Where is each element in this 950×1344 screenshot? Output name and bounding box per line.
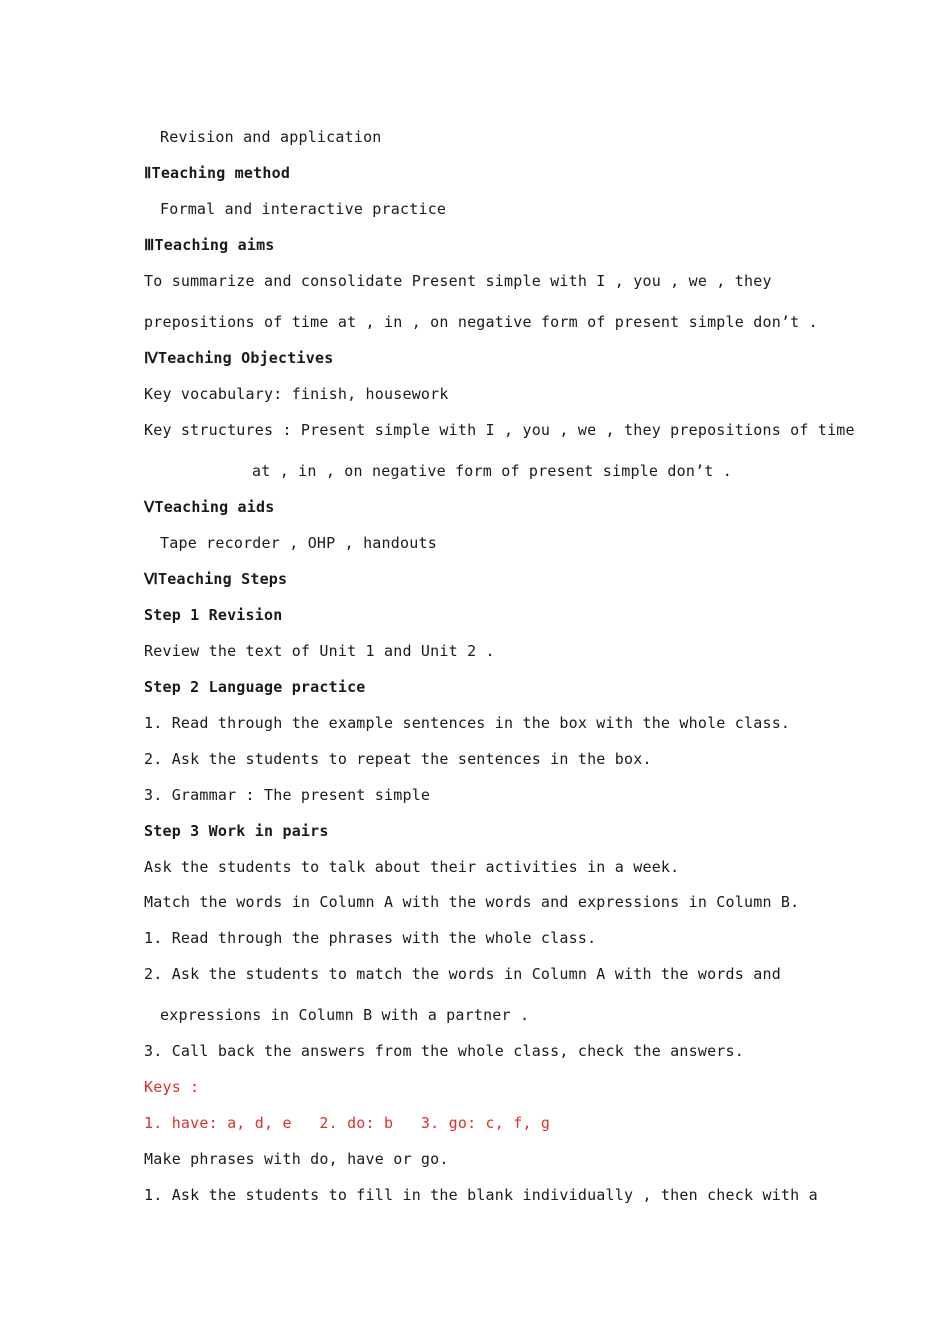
step-3-item-2: 2. Ask the students to match the words in Column A with the words and	[144, 965, 781, 983]
make-phrases-text: Make phrases with do, have or go.	[144, 1150, 449, 1168]
step-2-item-2: 2. Ask the students to repeat the sentences in the box.	[144, 750, 652, 768]
teaching-aims-text-2: prepositions of time at , in , on negative form of present simple don’t .	[144, 313, 818, 331]
teaching-method-text: Formal and interactive practice	[160, 200, 447, 218]
key-structures-text-2: at , in , on negative form of present simple don’t .	[252, 462, 732, 480]
step-2-item-3: 3. Grammar : The present simple	[144, 786, 431, 804]
heading-teaching-objectives: ⅣTeaching Objectives	[144, 349, 334, 367]
step-3-text-1: Ask the students to talk about their activities in a week.	[144, 858, 680, 876]
make-phrases-item-1: 1. Ask the students to fill in the blank individually , then check with a	[144, 1186, 818, 1204]
section-intro-text: Revision and application	[160, 128, 382, 146]
step-2-item-1: 1. Read through the example sentences in the box with the whole class.	[144, 714, 791, 732]
heading-teaching-aids: ⅤTeaching aids	[144, 498, 275, 516]
step-3-item-3: 3. Call back the answers from the whole class, check the answers.	[144, 1042, 744, 1060]
keys-answers: 1. have: a, d, e 2. do: b 3. go: c, f, g	[144, 1114, 551, 1132]
teaching-aims-text-1: To summarize and consolidate Present simple with I , you , we , they	[144, 272, 772, 290]
keys-label: Keys :	[144, 1078, 200, 1096]
heading-teaching-method: ⅡTeaching method	[144, 164, 291, 182]
key-vocabulary-text: Key vocabulary: finish, housework	[144, 385, 449, 403]
step-3-item-1: 1. Read through the phrases with the whole class.	[144, 929, 597, 947]
heading-teaching-steps: ⅥTeaching Steps	[144, 570, 288, 588]
heading-teaching-aims: ⅢTeaching aims	[144, 236, 275, 254]
step-1-heading: Step 1 Revision	[144, 606, 283, 624]
step-3-item-2-cont: expressions in Column B with a partner .	[160, 1006, 530, 1024]
step-1-text: Review the text of Unit 1 and Unit 2 .	[144, 642, 495, 660]
step-2-heading: Step 2 Language practice	[144, 678, 366, 696]
key-structures-text-1: Key structures : Present simple with I , you , we , they prepositions of time	[144, 421, 855, 439]
step-3-text-2: Match the words in Column A with the words and expressions in Column B.	[144, 893, 800, 911]
step-3-heading: Step 3 Work in pairs	[144, 822, 329, 840]
teaching-aids-text: Tape recorder , OHP , handouts	[160, 534, 437, 552]
